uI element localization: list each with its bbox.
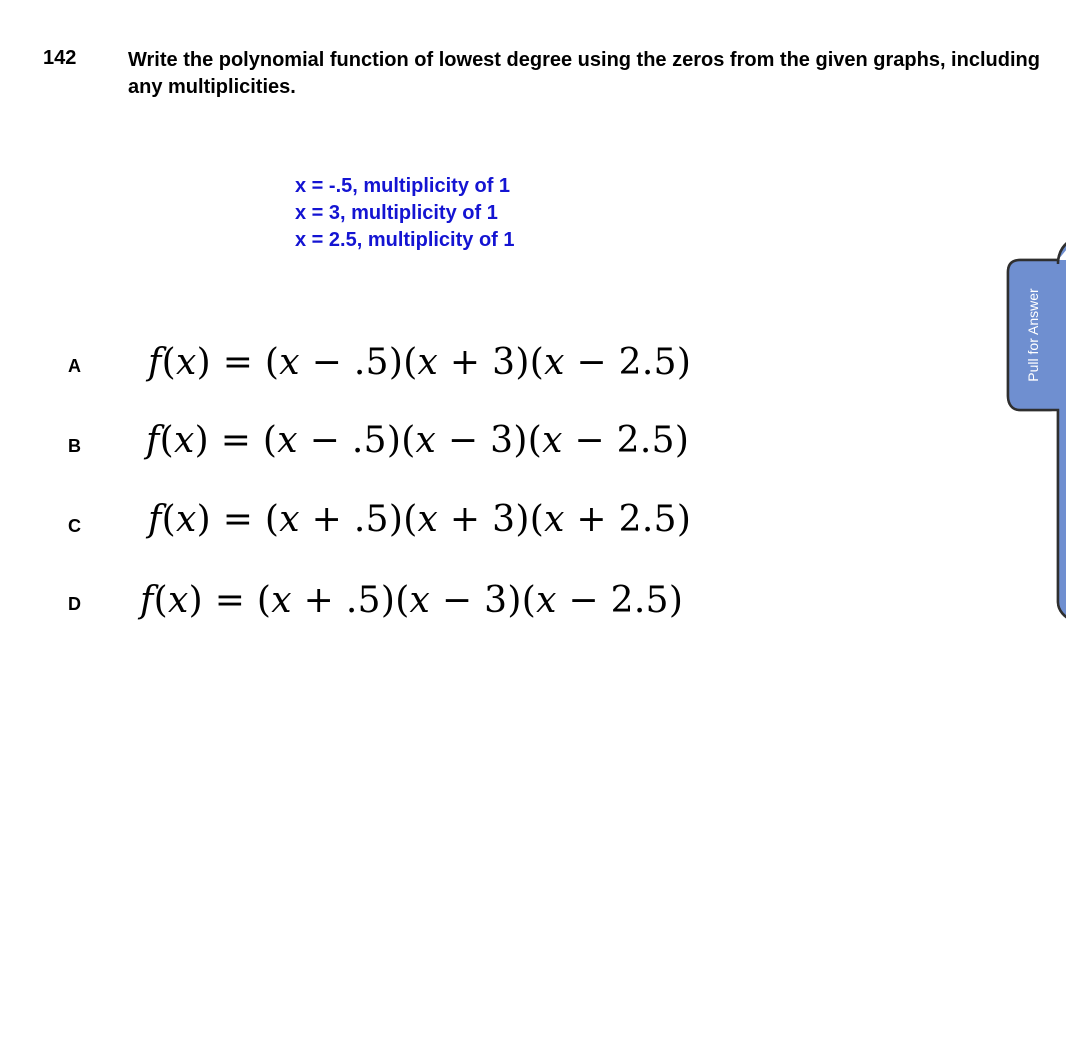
question-number: 142 (43, 47, 77, 69)
choice-c-letter[interactable]: C (68, 516, 81, 536)
choice-c-equation[interactable]: f(x) = (x + .5)(x + 3)(x + 2.5) (148, 499, 692, 540)
choice-d-letter[interactable]: D (68, 594, 81, 614)
pull-for-answer-tab[interactable] (1006, 238, 1066, 622)
hint-line: x = -.5, multiplicity of 1 (295, 175, 511, 197)
choice-b-equation[interactable]: f(x) = (x − .5)(x − 3)(x − 2.5) (146, 420, 690, 461)
question-text: Write the polynomial function of lowest degree using the zeros from the given graphs, including any multiplicities. (128, 49, 1040, 98)
choice-a-letter[interactable]: A (68, 356, 81, 376)
hint-line: x = 2.5, multiplicity of 1 (295, 229, 515, 251)
choice-b-letter[interactable]: B (68, 436, 81, 456)
choice-d-equation[interactable]: f(x) = (x + .5)(x − 3)(x − 2.5) (140, 580, 684, 621)
choice-a-equation[interactable]: f(x) = (x − .5)(x + 3)(x − 2.5) (148, 342, 692, 383)
pull-tab-label-wrap[interactable] (1008, 260, 1058, 410)
pull-tab-label[interactable]: Pull for Answer (1025, 288, 1041, 382)
zeros-hint (295, 173, 515, 254)
hint-line: x = 3, multiplicity of 1 (295, 202, 498, 224)
